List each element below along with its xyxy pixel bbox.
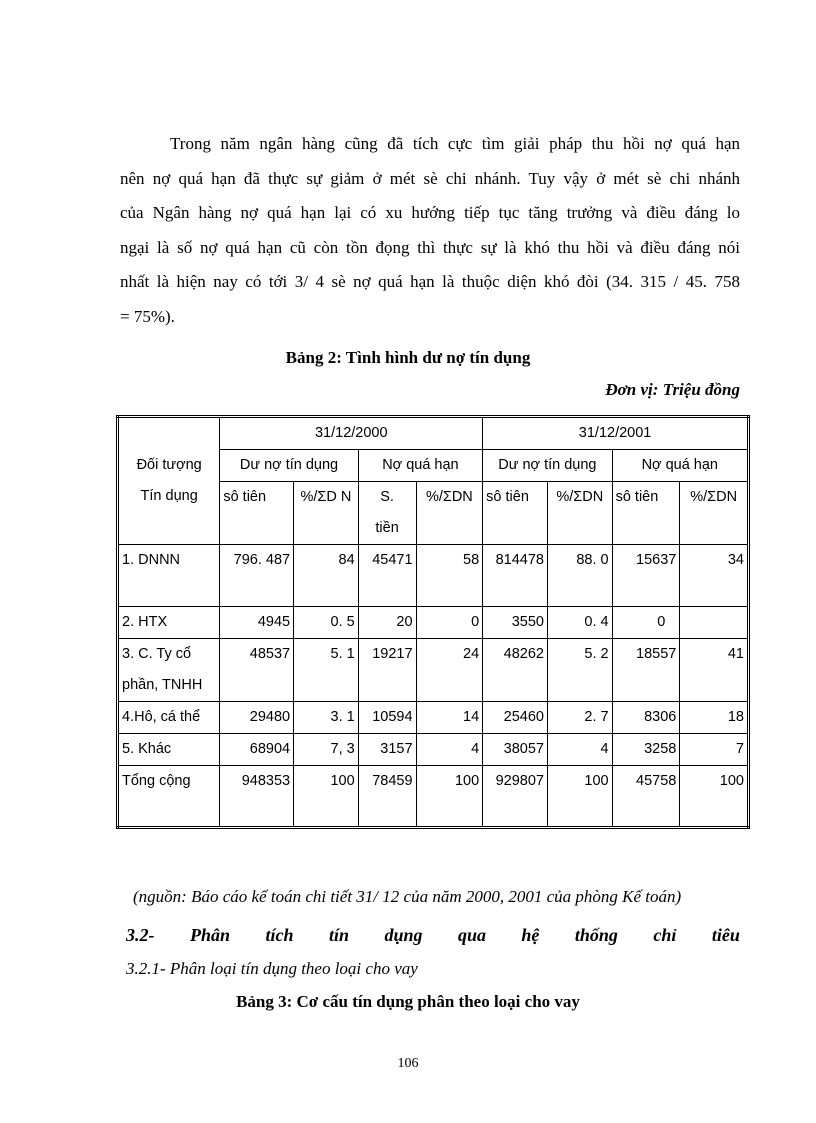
cell: 8306 xyxy=(612,702,680,734)
cell: 3258 xyxy=(612,734,680,766)
paragraph-line: nhất là hiện nay có tới 3/ 4 sè nợ quá hạn là thuộc diện khó đòi (34. 315 / 45. 758 xyxy=(120,272,740,291)
row-name: 1. DNNN xyxy=(118,545,220,607)
cell: 45758 xyxy=(612,766,680,828)
cell-text: 929807 xyxy=(495,773,544,789)
pct-header: %/ΣDN xyxy=(416,482,483,545)
cell: 18557 xyxy=(612,639,680,702)
table-row xyxy=(118,639,749,702)
cell: 15637 xyxy=(612,545,680,607)
cell: 100 xyxy=(416,766,483,828)
row-name: 3. C. Ty cổ phần, TNHH xyxy=(118,639,220,702)
heading-word: tích xyxy=(265,925,294,945)
credit-table xyxy=(116,415,750,829)
table-row xyxy=(118,545,749,607)
subject-header-line2: Tín dụng xyxy=(140,488,198,504)
table2-title: Bảng 2: Tình hình dư nợ tín dụng xyxy=(285,348,531,367)
subject-header xyxy=(118,417,220,545)
total-row xyxy=(118,766,749,828)
year-2000-header: 31/12/2000 xyxy=(220,417,483,450)
source-note: (nguồn: Báo cáo kế toán chi tiết 31/ 12 của năm 2000, 2001 của phòng Kế toán) xyxy=(133,887,682,906)
subsection-3-2-1: 3.2.1- Phân loại tín dụng theo loại cho vay xyxy=(126,959,418,978)
body-paragraph xyxy=(120,127,740,334)
row-name: Tổng cộng xyxy=(118,766,220,828)
s-tien-text: S. tiền xyxy=(375,489,399,536)
heading-word: qua xyxy=(457,925,486,945)
cell: 0. 4 xyxy=(547,607,612,639)
so-tien-header: sô tiên xyxy=(483,482,548,545)
cell: 84 xyxy=(294,545,359,607)
cell: 58 xyxy=(416,545,483,607)
paragraph-line: của Ngân hàng nợ quá hạn lại có xu hướng tiếp tục tăng trưởng và điều đáng lo xyxy=(120,203,740,222)
heading-word: thống xyxy=(574,925,618,945)
paragraph-line: = 75%). xyxy=(120,306,175,326)
cell: 2. 7 xyxy=(547,702,612,734)
heading-word: tiêu xyxy=(711,925,740,945)
cell: 20 xyxy=(358,607,416,639)
heading-word: chỉ xyxy=(653,925,677,945)
cell: 100 xyxy=(680,766,749,828)
cell: 41 xyxy=(680,639,749,702)
no-qua-han-header: Nợ quá hạn xyxy=(358,450,482,482)
cell: 48262 xyxy=(483,639,548,702)
cell: 25460 xyxy=(483,702,548,734)
cell: 4945 xyxy=(220,607,294,639)
row-name: 2. HTX xyxy=(118,607,220,639)
cell: 7 xyxy=(680,734,749,766)
heading-word: tín xyxy=(328,925,349,945)
table3-title: Bảng 3: Cơ cấu tín dụng phân theo loại cho vay xyxy=(236,992,580,1011)
cell: 88. 0 xyxy=(547,545,612,607)
pct-header: %/ΣDN xyxy=(547,482,612,545)
cell: 948353 xyxy=(220,766,294,828)
cell: 4 xyxy=(547,734,612,766)
cell: 10594 xyxy=(358,702,416,734)
paragraph-line: Trong năm ngân hàng cũng đã tích cực tìm giải pháp thu hồi nợ quá hạn xyxy=(170,134,740,153)
heading-word: dụng xyxy=(384,925,423,945)
table-row xyxy=(118,702,749,734)
cell: 19217 xyxy=(358,639,416,702)
header-row-years xyxy=(118,417,749,450)
row-name: 4.Hô, cá thể xyxy=(118,702,220,734)
cell: 0. 5 xyxy=(294,607,359,639)
paragraph-line: nên nợ quá hạn đã thực sự giảm ở mét sè chi nhánh. Tuy vậy ở mét sè chi nhánh xyxy=(120,168,740,188)
cell: 3157 xyxy=(358,734,416,766)
cell: 68904 xyxy=(220,734,294,766)
table-row xyxy=(118,734,749,766)
cell: 14 xyxy=(416,702,483,734)
cell: 7, 3 xyxy=(294,734,359,766)
cell: 0 xyxy=(416,607,483,639)
cell: 18 xyxy=(680,702,749,734)
cell xyxy=(680,607,749,639)
no-qua-han-header: Nợ quá hạn xyxy=(612,450,748,482)
cell: 48537 xyxy=(220,639,294,702)
cell: 100 xyxy=(294,766,359,828)
cell-text: 814478 xyxy=(495,552,544,568)
cell: 5. 1 xyxy=(294,639,359,702)
unit-label: Đơn vị: Triệu đồng xyxy=(605,380,740,399)
cell xyxy=(483,545,548,607)
cell: 100 xyxy=(547,766,612,828)
cell: 78459 xyxy=(358,766,416,828)
du-no-header: Dư nợ tín dụng xyxy=(483,450,612,482)
so-tien-header: sô tiên xyxy=(612,482,680,545)
paragraph-line: ngại là số nợ quá hạn cũ còn tồn đọng thì thực sự là khó thu hồi và điều đáng nói xyxy=(120,237,740,257)
table-row xyxy=(118,607,749,639)
page-number: 106 xyxy=(397,1056,419,1071)
cell: 4 xyxy=(416,734,483,766)
section-heading-3-2 xyxy=(126,925,740,946)
cell: 796. 487 xyxy=(220,545,294,607)
row-name: 5. Khác xyxy=(118,734,220,766)
cell: 29480 xyxy=(220,702,294,734)
year-2001-header: 31/12/2001 xyxy=(483,417,749,450)
cell: 3. 1 xyxy=(294,702,359,734)
cell: 5. 2 xyxy=(547,639,612,702)
heading-word: 3.2- xyxy=(126,925,155,945)
cell: 3550 xyxy=(483,607,548,639)
s-tien-header xyxy=(358,482,416,545)
heading-word: hệ xyxy=(521,925,540,945)
cell: 0 xyxy=(612,607,680,639)
cell: 24 xyxy=(416,639,483,702)
cell xyxy=(483,766,548,828)
du-no-header: Dư nợ tín dụng xyxy=(220,450,358,482)
heading-word: Phân xyxy=(189,925,230,945)
pct-header: %/ΣDN xyxy=(680,482,749,545)
subject-header-line1: Đối tượng xyxy=(136,457,202,473)
pct-header: %/ΣD N xyxy=(294,482,359,545)
cell: 38057 xyxy=(483,734,548,766)
cell: 34 xyxy=(680,545,749,607)
so-tien-header: sô tiên xyxy=(220,482,294,545)
cell: 45471 xyxy=(358,545,416,607)
